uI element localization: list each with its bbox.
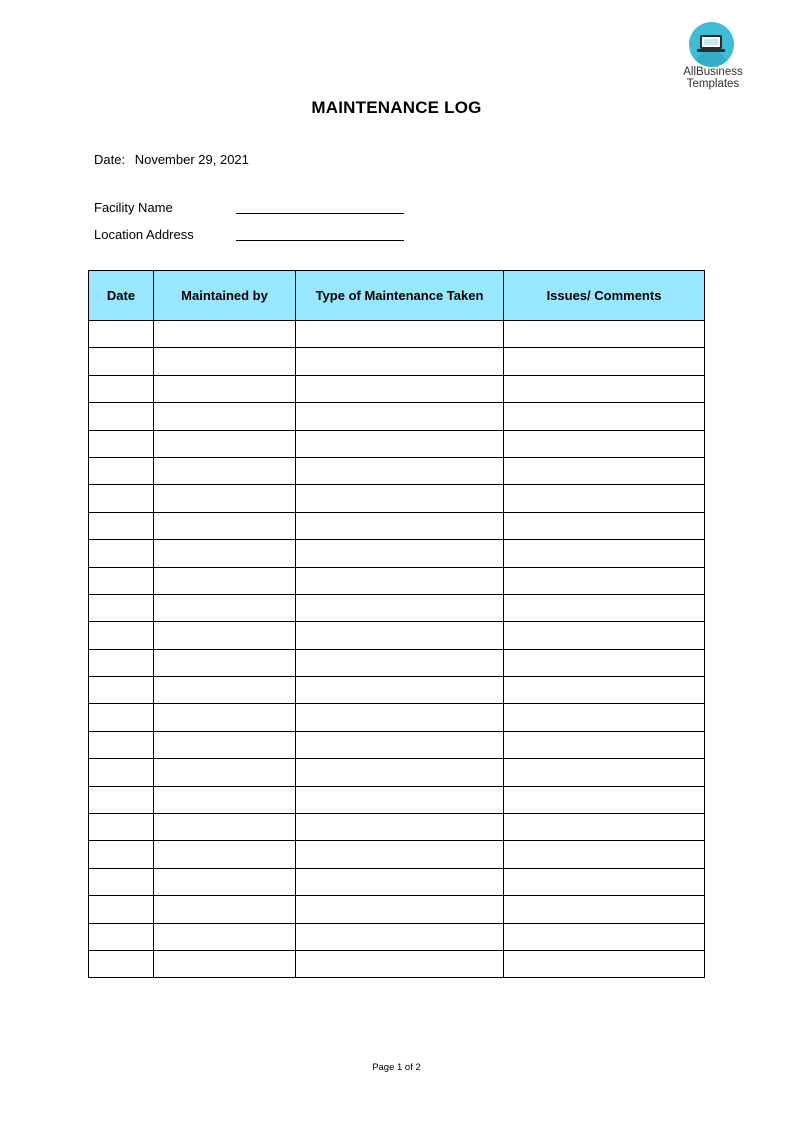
cell-date[interactable] (89, 814, 154, 841)
location-address-line[interactable] (236, 240, 404, 241)
table-row (89, 567, 705, 594)
cell-issues-comments[interactable] (504, 375, 705, 402)
cell-date[interactable] (89, 759, 154, 786)
table-row (89, 950, 705, 977)
cell-date[interactable] (89, 403, 154, 430)
cell-issues-comments[interactable] (504, 731, 705, 758)
column-header-issues-comments: Issues/ Comments (504, 271, 705, 321)
facility-name-line[interactable] (236, 213, 404, 214)
table-row (89, 375, 705, 402)
cell-type-of-maintenance[interactable] (296, 594, 504, 621)
cell-maintained-by[interactable] (154, 622, 296, 649)
cell-issues-comments[interactable] (504, 540, 705, 567)
cell-issues-comments[interactable] (504, 485, 705, 512)
table-row (89, 512, 705, 539)
table-row (89, 923, 705, 950)
cell-date[interactable] (89, 950, 154, 977)
cell-date[interactable] (89, 649, 154, 676)
logo-text (676, 66, 750, 90)
cell-type-of-maintenance[interactable] (296, 430, 504, 457)
table-row (89, 348, 705, 375)
cell-issues-comments[interactable] (504, 649, 705, 676)
cell-type-of-maintenance[interactable] (296, 814, 504, 841)
cell-type-of-maintenance[interactable] (296, 868, 504, 895)
table-row (89, 814, 705, 841)
cell-type-of-maintenance[interactable] (296, 321, 504, 348)
cell-maintained-by[interactable] (154, 321, 296, 348)
date-label: Date: (94, 152, 126, 167)
cell-maintained-by[interactable] (154, 868, 296, 895)
cell-maintained-by[interactable] (154, 950, 296, 977)
cell-date[interactable] (89, 430, 154, 457)
cell-maintained-by[interactable] (154, 485, 296, 512)
cell-date[interactable] (89, 841, 154, 868)
table-row (89, 321, 705, 348)
column-header-maintained-by: Maintained by (154, 271, 296, 321)
cell-date[interactable] (89, 704, 154, 731)
table-header-row (89, 271, 705, 321)
cell-issues-comments[interactable] (504, 677, 705, 704)
cell-maintained-by[interactable] (154, 594, 296, 621)
cell-type-of-maintenance[interactable] (296, 567, 504, 594)
cell-maintained-by[interactable] (154, 512, 296, 539)
cell-date[interactable] (89, 375, 154, 402)
cell-date[interactable] (89, 348, 154, 375)
cell-issues-comments[interactable] (504, 567, 705, 594)
table-row (89, 485, 705, 512)
laptop-icon (689, 22, 734, 67)
table-row (89, 731, 705, 758)
cell-date[interactable] (89, 731, 154, 758)
cell-issues-comments[interactable] (504, 841, 705, 868)
cell-issues-comments[interactable] (504, 786, 705, 813)
cell-type-of-maintenance[interactable] (296, 786, 504, 813)
table-body (89, 321, 705, 978)
cell-maintained-by[interactable] (154, 567, 296, 594)
cell-date[interactable] (89, 677, 154, 704)
cell-issues-comments[interactable] (504, 594, 705, 621)
location-address-label: Location Address (94, 227, 194, 242)
allbusiness-templates-logo (676, 22, 756, 94)
table-row (89, 649, 705, 676)
table-row (89, 704, 705, 731)
table-row (89, 759, 705, 786)
maintenance-log-table (88, 270, 705, 978)
cell-type-of-maintenance[interactable] (296, 540, 504, 567)
cell-date[interactable] (89, 786, 154, 813)
table-row (89, 896, 705, 923)
cell-maintained-by[interactable] (154, 677, 296, 704)
cell-maintained-by[interactable] (154, 403, 296, 430)
cell-type-of-maintenance[interactable] (296, 375, 504, 402)
cell-maintained-by[interactable] (154, 348, 296, 375)
cell-type-of-maintenance[interactable] (296, 896, 504, 923)
cell-issues-comments[interactable] (504, 923, 705, 950)
cell-maintained-by[interactable] (154, 896, 296, 923)
cell-date[interactable] (89, 540, 154, 567)
date-line (94, 152, 249, 167)
cell-type-of-maintenance[interactable] (296, 704, 504, 731)
cell-issues-comments[interactable] (504, 950, 705, 977)
table-row (89, 622, 705, 649)
cell-issues-comments[interactable] (504, 896, 705, 923)
cell-issues-comments[interactable] (504, 622, 705, 649)
table-row (89, 677, 705, 704)
date-value: November 29, 2021 (134, 152, 249, 167)
cell-issues-comments[interactable] (504, 814, 705, 841)
cell-maintained-by[interactable] (154, 457, 296, 484)
logo-line-2: Templates (686, 78, 740, 90)
table-row (89, 540, 705, 567)
table-row (89, 594, 705, 621)
cell-maintained-by[interactable] (154, 430, 296, 457)
cell-maintained-by[interactable] (154, 540, 296, 567)
page-footer: Page 1 of 2 (372, 1062, 421, 1073)
cell-issues-comments[interactable] (504, 430, 705, 457)
location-address-field[interactable] (94, 227, 236, 242)
cell-issues-comments[interactable] (504, 704, 705, 731)
cell-date[interactable] (89, 622, 154, 649)
cell-date[interactable] (89, 321, 154, 348)
cell-issues-comments[interactable] (504, 868, 705, 895)
cell-type-of-maintenance[interactable] (296, 485, 504, 512)
cell-type-of-maintenance[interactable] (296, 622, 504, 649)
cell-issues-comments[interactable] (504, 457, 705, 484)
cell-maintained-by[interactable] (154, 731, 296, 758)
cell-type-of-maintenance[interactable] (296, 731, 504, 758)
facility-name-label: Facility Name (94, 200, 173, 215)
cell-issues-comments[interactable] (504, 759, 705, 786)
cell-issues-comments[interactable] (504, 403, 705, 430)
cell-date[interactable] (89, 594, 154, 621)
cell-date[interactable] (89, 457, 154, 484)
column-header-type-of-maintenance: Type of Maintenance Taken (296, 271, 504, 321)
facility-name-field[interactable] (94, 200, 236, 215)
cell-type-of-maintenance[interactable] (296, 512, 504, 539)
table-row (89, 841, 705, 868)
cell-type-of-maintenance[interactable] (296, 677, 504, 704)
column-header-date: Date (89, 271, 154, 321)
cell-maintained-by[interactable] (154, 649, 296, 676)
cell-type-of-maintenance[interactable] (296, 649, 504, 676)
document-title: MAINTENANCE LOG (311, 98, 482, 117)
cell-maintained-by[interactable] (154, 923, 296, 950)
cell-type-of-maintenance[interactable] (296, 348, 504, 375)
cell-date[interactable] (89, 923, 154, 950)
cell-maintained-by[interactable] (154, 786, 296, 813)
table-row (89, 786, 705, 813)
cell-type-of-maintenance[interactable] (296, 923, 504, 950)
cell-maintained-by[interactable] (154, 704, 296, 731)
logo-line-1: AllBusiness (683, 66, 743, 78)
cell-type-of-maintenance[interactable] (296, 841, 504, 868)
cell-type-of-maintenance[interactable] (296, 457, 504, 484)
table-row (89, 868, 705, 895)
cell-date[interactable] (89, 512, 154, 539)
table-row (89, 457, 705, 484)
cell-maintained-by[interactable] (154, 759, 296, 786)
cell-date[interactable] (89, 485, 154, 512)
cell-type-of-maintenance[interactable] (296, 759, 504, 786)
cell-maintained-by[interactable] (154, 841, 296, 868)
cell-date[interactable] (89, 868, 154, 895)
cell-issues-comments[interactable] (504, 321, 705, 348)
cell-date[interactable] (89, 567, 154, 594)
table-row (89, 430, 705, 457)
cell-type-of-maintenance[interactable] (296, 403, 504, 430)
cell-issues-comments[interactable] (504, 512, 705, 539)
cell-issues-comments[interactable] (504, 348, 705, 375)
cell-maintained-by[interactable] (154, 375, 296, 402)
cell-date[interactable] (89, 896, 154, 923)
cell-maintained-by[interactable] (154, 814, 296, 841)
table-row (89, 403, 705, 430)
cell-type-of-maintenance[interactable] (296, 950, 504, 977)
